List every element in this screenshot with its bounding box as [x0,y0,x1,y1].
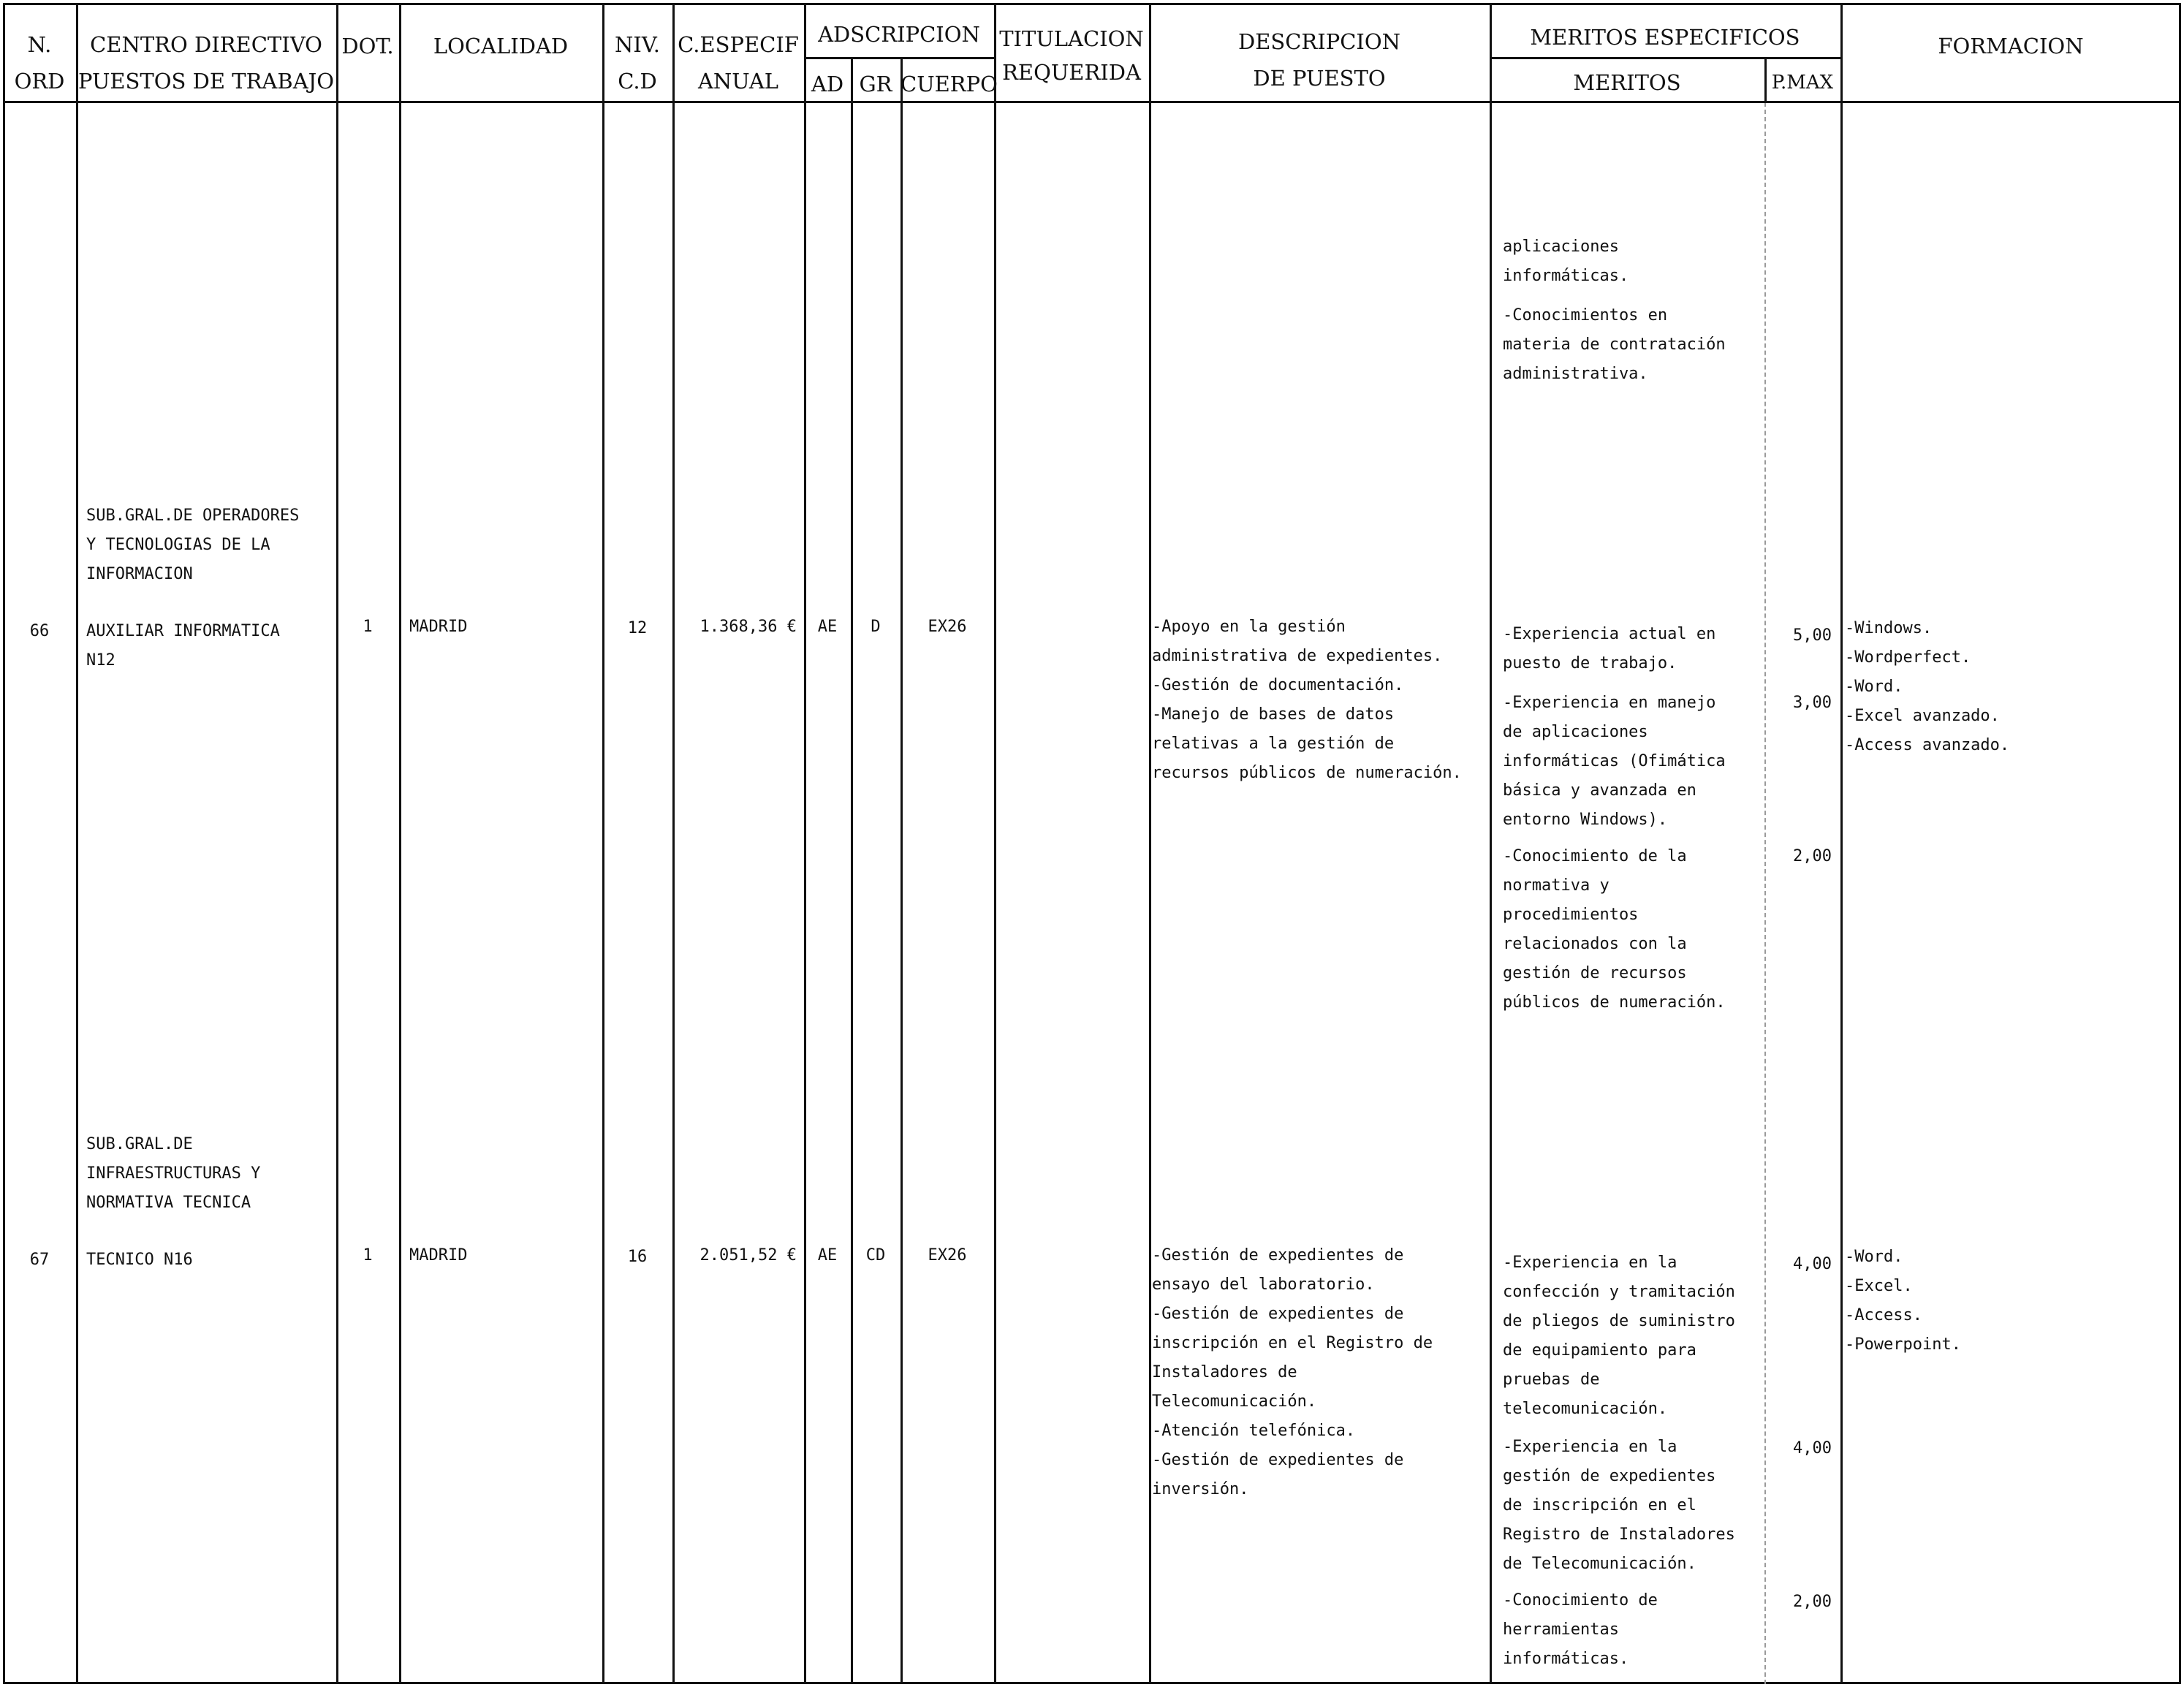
header-meritos-especificos: MERITOS ESPECIFICOS [1530,25,1800,50]
row-66-niv: 12 [627,619,648,637]
merit-line: aplicaciones [1503,238,1619,256]
row-66-cuerpo: EX26 [928,618,967,636]
row-66-pmax-1: 5,00 [1793,626,1832,645]
header-pmax: P.MAX [1771,72,1834,94]
puesto-line: N12 [86,651,115,670]
header-niv: NIV. [615,32,660,57]
row-66-centro [86,501,299,589]
formacion-line: -Wordperfect. [1845,648,1971,667]
row-66-merito-2 [1503,689,1726,835]
merit-line: de Telecomunicación. [1503,1555,1696,1573]
col-rule [1490,3,1492,1684]
merit-line: informáticas (Ofimática [1503,752,1726,770]
row-67-merito-1 [1503,1248,1735,1424]
row-66-merito-1 [1503,620,1715,678]
header-formacion: FORMACION [1938,34,2084,58]
row-67-pmax-1: 4,00 [1793,1255,1832,1273]
row-67-niv: 16 [627,1248,648,1266]
descripcion-line: recursos públicos de numeración. [1152,764,1462,782]
merit-line: entorno Windows). [1503,811,1668,829]
merit-line: pruebas de [1503,1371,1600,1389]
merit-line: relacionados con la [1503,935,1687,953]
merit-line: -Experiencia en la [1503,1254,1677,1272]
row-66-gr: D [871,618,881,636]
formacion-line: -Word. [1845,1248,1903,1266]
merit-line: de pliegos de suministro [1503,1312,1735,1330]
row-67-puesto [86,1246,193,1275]
header-cuerpo: CUERPO [900,72,998,96]
formacion-line: -Excel avanzado. [1845,707,2000,725]
header-ord: ORD [14,69,65,94]
merit-line: de equipamiento para [1503,1341,1696,1360]
row-66-localidad: MADRID [409,618,468,636]
row-67-ad: AE [817,1246,838,1265]
row-rule [804,57,996,59]
col-rule [1840,3,1843,1684]
centro-line: Y TECNOLOGIAS DE LA [86,536,270,554]
merit-line: administrativa. [1503,365,1648,383]
header-dot: DOT. [341,34,394,58]
descripcion-line: -Atención telefónica. [1152,1422,1356,1440]
col-rule [336,3,338,1684]
puesto-line: AUXILIAR INFORMATICA [86,622,280,640]
descripcion-line: -Gestión de expedientes de [1152,1305,1404,1323]
centro-line: SUB.GRAL.DE [86,1135,193,1153]
row-67-dot: 1 [363,1246,373,1265]
descripcion-line: ensayo del laboratorio. [1152,1275,1375,1294]
header-gr: GR [859,72,892,96]
descripcion-line: -Gestión de expedientes de [1152,1246,1404,1265]
formacion-line: -Access. [1845,1306,1922,1324]
header-cespecif: C.ESPECIF [678,32,799,57]
merit-line: públicos de numeración. [1503,993,1726,1012]
col-rule [900,58,903,1684]
merit-line: -Experiencia en la [1503,1438,1677,1456]
descripcion-line: inscripción en el Registro de [1152,1334,1433,1352]
row-66-ord: 66 [29,622,50,640]
row-67-cuerpo: EX26 [928,1246,967,1265]
row-67-gr: CD [865,1246,886,1265]
job-table [3,3,2181,1684]
descripcion-line: inversión. [1152,1480,1249,1498]
centro-line: INFRAESTRUCTURAS Y [86,1164,261,1183]
merit-line: básica y avanzada en [1503,781,1696,800]
col-rule [1149,3,1151,1684]
row-66-pmax-2: 3,00 [1793,694,1832,712]
continuation-meritos [1503,232,1726,389]
formacion-line: -Access avanzado. [1845,736,2010,754]
row-66-descripcion [1152,613,1462,788]
row-67-descripcion [1152,1241,1433,1504]
formacion-line: -Excel. [1845,1277,1913,1295]
col-rule [399,3,401,1684]
row-67-merito-3 [1503,1586,1658,1674]
row-67-formacion [1845,1243,1961,1360]
row-66-pmax-3: 2,00 [1793,847,1832,865]
header-descripcion: DESCRIPCION [1237,29,1401,54]
formacion-line: -Powerpoint. [1845,1335,1961,1354]
centro-line: SUB.GRAL.DE OPERADORES [86,507,300,525]
formacion-line: -Windows. [1845,619,1933,637]
descripcion-line: -Manejo de bases de datos [1152,705,1395,724]
centro-line: INFORMACION [86,565,193,583]
descripcion-line: -Gestión de documentación. [1152,676,1404,694]
descripcion-line: relativas a la gestión de [1152,735,1395,753]
row-67-localidad: MADRID [409,1246,468,1265]
row-66-merito-3 [1503,842,1726,1017]
centro-line: NORMATIVA TECNICA [86,1194,251,1212]
merit-line: informáticas. [1503,1650,1629,1668]
merit-line: de inscripción en el [1503,1496,1696,1514]
row-67-pmax-3: 2,00 [1793,1593,1832,1611]
header-meritos: MERITOS [1573,70,1681,95]
header-centro: CENTRO DIRECTIVO [90,32,322,57]
merit-line: herramientas [1503,1620,1619,1639]
merit-line: Registro de Instaladores [1503,1525,1735,1544]
header-n: N. [27,32,52,57]
col-rule [994,3,996,1684]
merit-line: materia de contratación [1503,335,1726,354]
col-rule [602,3,604,1684]
merit-line: puesto de trabajo. [1503,654,1677,672]
merit-line: telecomunicación. [1503,1400,1668,1418]
merit-line: informáticas. [1503,267,1629,285]
descripcion-line: Instaladores de [1152,1363,1297,1381]
descripcion-line: -Gestión de expedientes de [1152,1451,1404,1469]
header-cd: C.D [618,69,657,94]
row-rule [1490,57,1843,59]
col-rule [672,3,675,1684]
merit-line: confección y tramitación [1503,1283,1735,1301]
row-67-cespecif: 2.051,52 € [699,1246,797,1265]
merit-line: -Conocimiento de [1503,1591,1658,1610]
descripcion-line: -Apoyo en la gestión [1152,618,1346,636]
row-66-dot: 1 [363,618,373,636]
header-ad: AD [811,72,844,96]
row-66-formacion [1845,614,2009,760]
merit-line: gestión de expedientes [1503,1467,1716,1485]
row-66-ad: AE [817,618,838,636]
merit-line: -Conocimientos en [1503,306,1668,325]
header-bottom-rule [3,101,2181,103]
header-localidad: LOCALIDAD [433,34,569,58]
header-de-puesto: DE PUESTO [1253,66,1386,91]
header-requerida: REQUERIDA [1002,60,1141,85]
merit-line: -Experiencia en manejo [1503,694,1716,712]
descripcion-line: administrativa de expedientes. [1152,647,1443,665]
row-67-merito-2 [1503,1433,1735,1579]
header-anual: ANUAL [697,69,779,94]
descripcion-line: Telecomunicación. [1152,1392,1317,1411]
col-rule [76,3,78,1684]
merit-line: normativa y [1503,876,1609,895]
merit-line: de aplicaciones [1503,723,1648,741]
puesto-line: TECNICO N16 [86,1251,193,1269]
col-rule [804,3,806,1684]
formacion-line: -Word. [1845,678,1903,696]
header-titulacion: TITULACION [999,26,1144,51]
header-adscripcion: ADSCRIPCION [818,22,980,47]
row-67-ord: 67 [29,1251,50,1269]
header-puestos: PUESTOS DE TRABAJO [77,69,335,94]
row-67-centro [86,1130,260,1218]
merit-line: procedimientos [1503,906,1639,924]
row-66-puesto [86,617,280,675]
col-rule [851,58,853,1684]
row-67-pmax-2: 4,00 [1793,1439,1832,1457]
merit-line: -Conocimiento de la [1503,847,1687,865]
row-66-cespecif: 1.368,36 € [699,618,797,636]
merit-line: gestión de recursos [1503,964,1687,982]
merit-line: -Experiencia actual en [1503,625,1716,643]
